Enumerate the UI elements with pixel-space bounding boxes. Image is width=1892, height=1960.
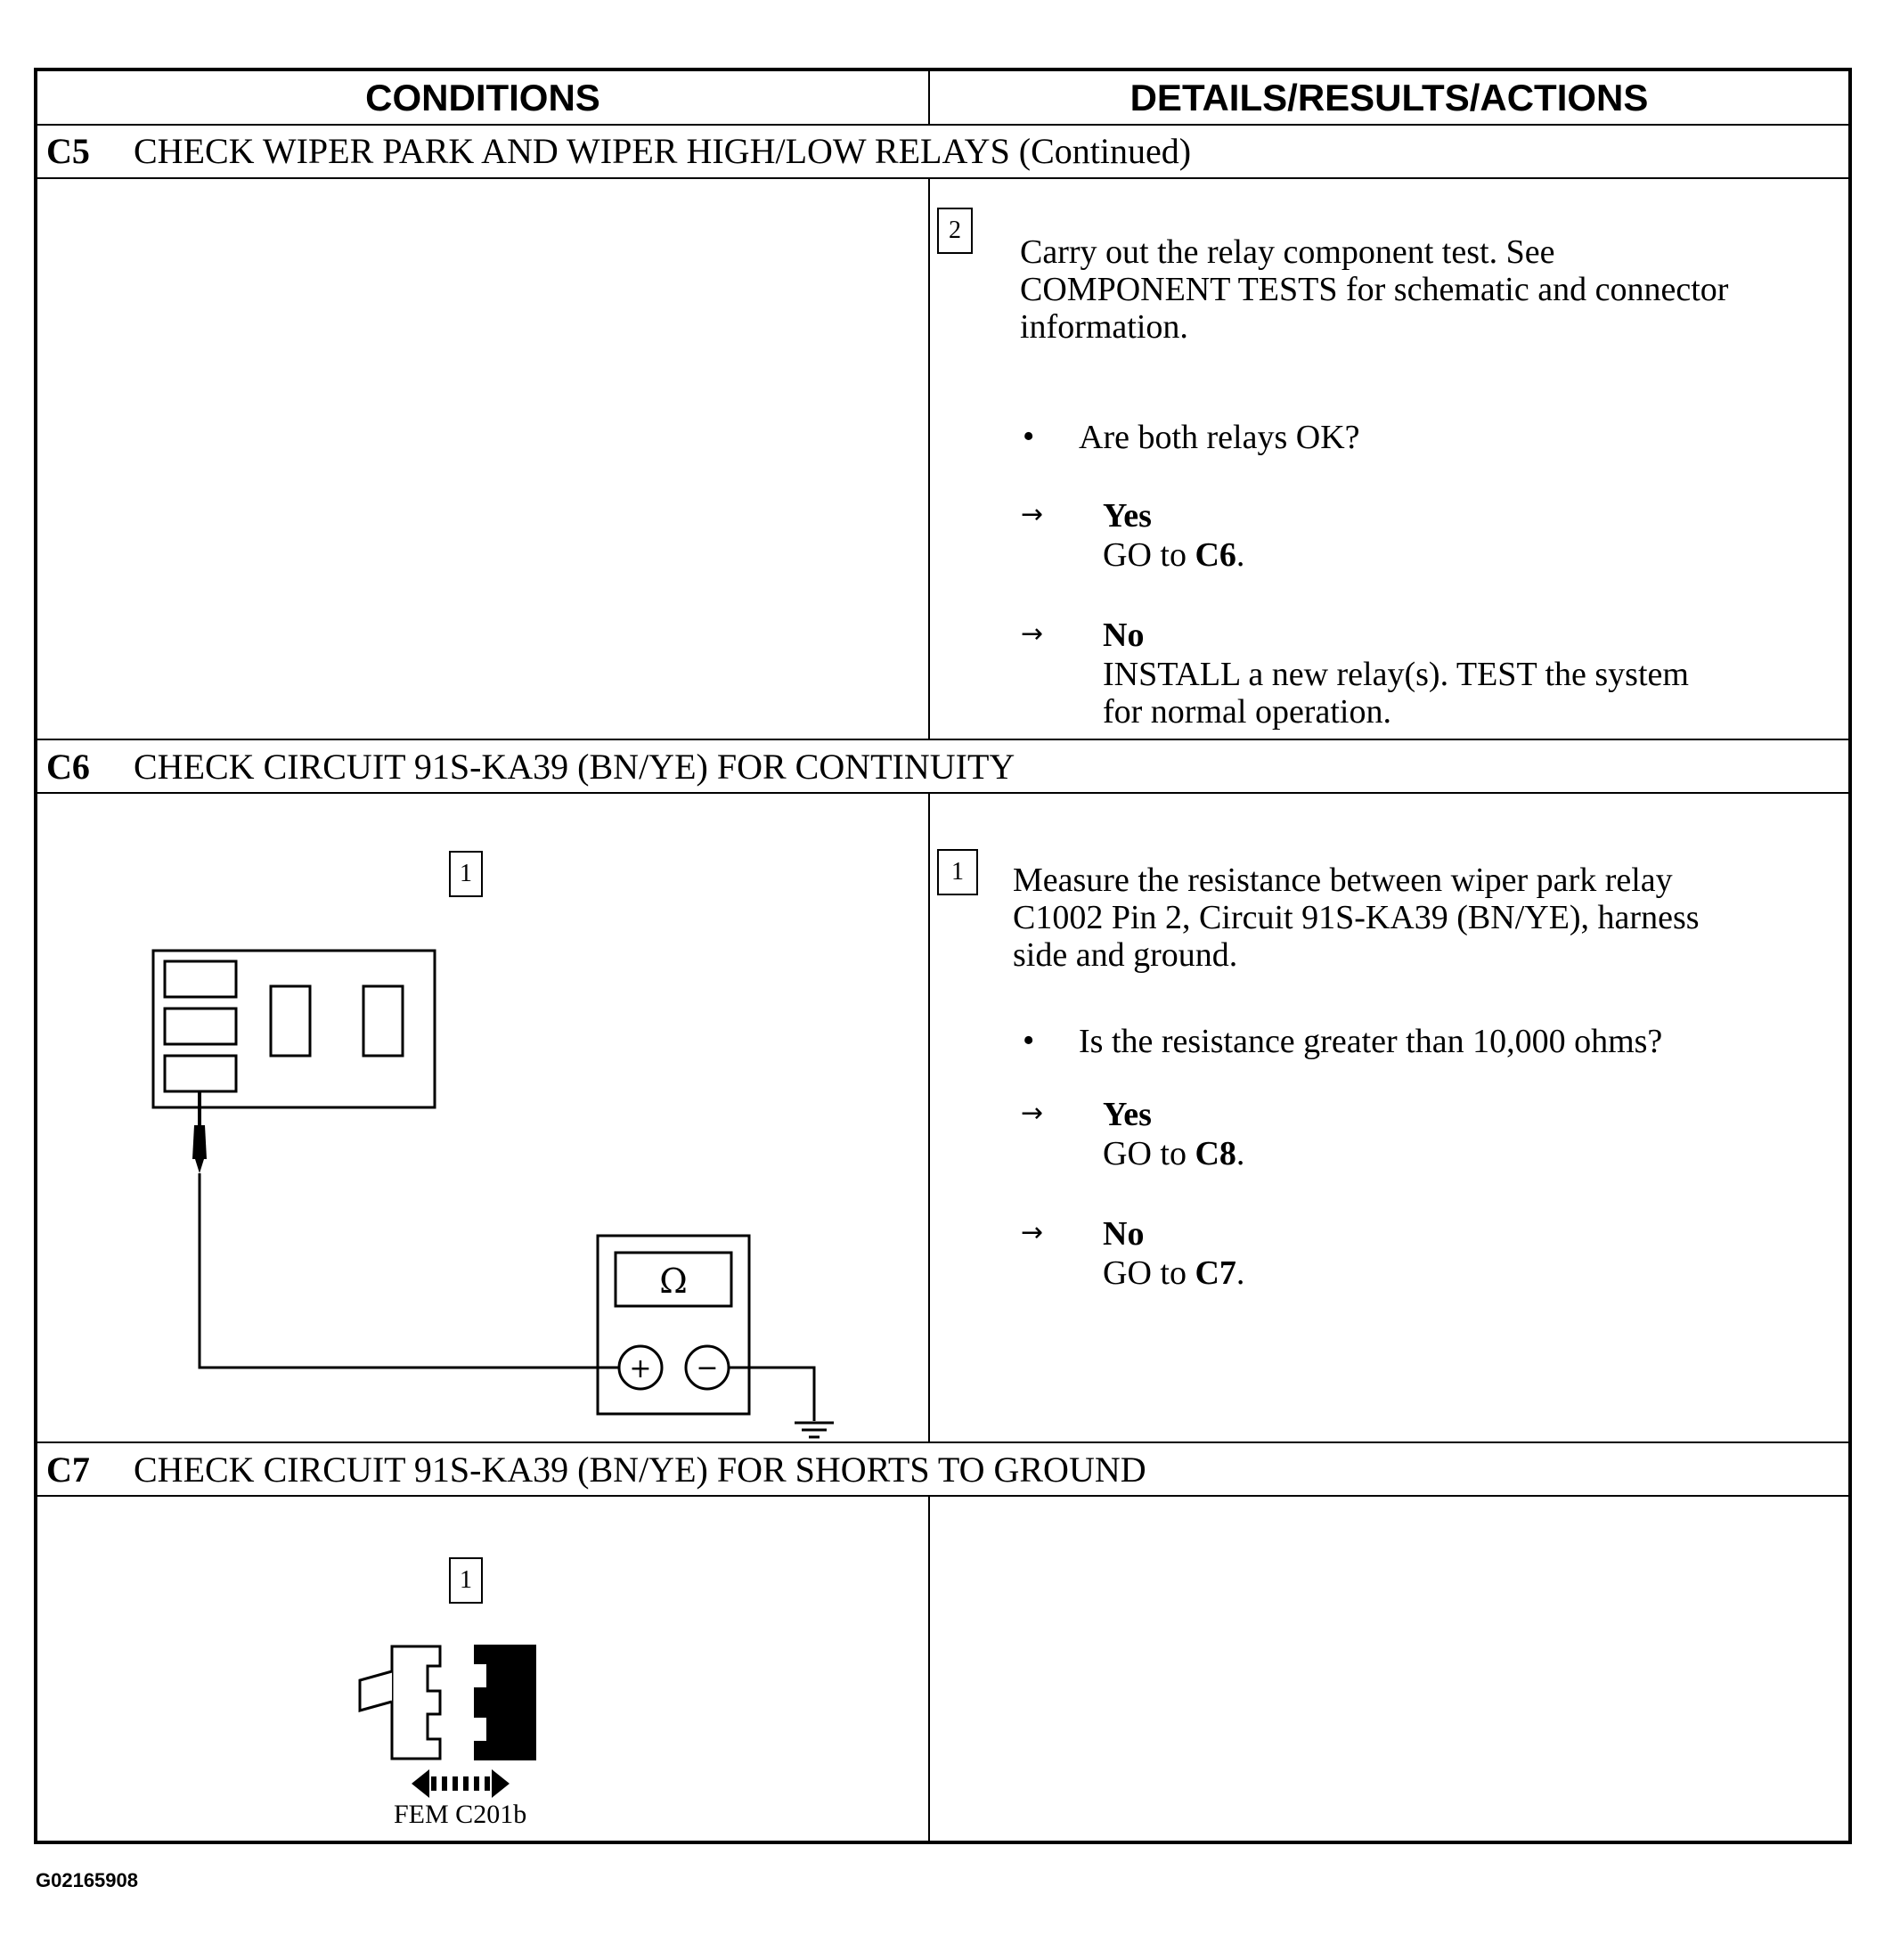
c5-yes-target: C6 <box>1195 536 1236 574</box>
right-arrow-icon: → <box>1021 1217 1044 1248</box>
step-c6-title-row <box>37 739 1848 794</box>
c6-no-prefix: GO to <box>1103 1254 1195 1292</box>
bullet-icon: • <box>1023 1022 1035 1059</box>
c5-yes-action <box>1103 536 1244 574</box>
step-c5-id: C5 <box>46 130 90 171</box>
c6-no-action <box>1103 1254 1244 1292</box>
c5-no-action-line: INSTALL a new relay(s). TEST the system <box>1103 656 1689 693</box>
c7-figure-step-box: 1 <box>449 1557 483 1604</box>
ohm-symbol: Ω <box>659 1262 688 1301</box>
ohmmeter-icon <box>598 1236 749 1414</box>
diagnostic-table <box>34 68 1852 1844</box>
conditions-header: CONDITIONS <box>365 76 600 118</box>
c5-no-label: No <box>1103 617 1145 654</box>
column-divider <box>928 177 930 740</box>
c6-yes-label: Yes <box>1103 1096 1152 1133</box>
step-c6-id: C6 <box>46 746 90 787</box>
right-arrow-icon: → <box>1021 499 1044 530</box>
right-arrow-icon: → <box>1021 618 1044 649</box>
column-divider <box>928 71 930 126</box>
c6-no-target: C7 <box>1195 1254 1236 1292</box>
minus-terminal: − <box>696 1352 719 1384</box>
column-divider <box>928 792 930 1443</box>
relay-box-icon <box>153 951 435 1107</box>
c5-no-action <box>1103 656 1689 731</box>
c6-yes-action <box>1103 1135 1244 1172</box>
c6-yes-target: C8 <box>1195 1135 1236 1172</box>
step-c7-title-row <box>37 1441 1848 1497</box>
c6-yes-prefix: GO to <box>1103 1135 1195 1172</box>
plus-terminal: + <box>629 1353 652 1384</box>
c6-figure-step-box: 1 <box>449 851 483 897</box>
c6-yes-suffix: . <box>1236 1135 1245 1172</box>
c5-step-number-box: 2 <box>937 208 973 254</box>
connector-diagram <box>37 1497 928 1844</box>
c5-yes-prefix: GO to <box>1103 536 1195 574</box>
step-c7-title: CHECK CIRCUIT 91S-KA39 (BN/YE) FOR SHORTS TO GROUND <box>134 1449 1146 1490</box>
c5-no-action-line: for normal operation. <box>1103 693 1391 731</box>
right-arrow-icon: → <box>1021 1098 1044 1129</box>
step-c5-title-row <box>37 124 1848 179</box>
c5-yes-suffix: . <box>1236 536 1245 574</box>
step-c6-title: CHECK CIRCUIT 91S-KA39 (BN/YE) FOR CONTINUITY <box>134 746 1015 787</box>
c6-step-number-box: 1 <box>937 849 978 895</box>
test-lead-wire <box>200 1173 630 1368</box>
c6-instruction-line: side and ground. <box>1013 936 1238 974</box>
c5-yes-label: Yes <box>1103 497 1152 535</box>
disconnect-arrow-icon <box>412 1769 510 1798</box>
column-divider <box>928 1495 930 1844</box>
connector-label: FEM C201b <box>394 1800 527 1829</box>
details-header: DETAILS/RESULTS/ACTIONS <box>1129 76 1649 118</box>
c5-instruction <box>1020 233 1728 346</box>
continuity-test-diagram <box>37 794 928 1442</box>
c6-instruction <box>1013 862 1700 974</box>
c6-no-label: No <box>1103 1215 1145 1253</box>
figure-id: G02165908 <box>36 1869 138 1891</box>
c5-instruction-line: COMPONENT TESTS for schematic and connector <box>1020 271 1729 308</box>
probe-icon <box>192 1091 207 1173</box>
ground-icon <box>795 1423 834 1437</box>
table-header <box>37 71 1848 126</box>
c5-instruction-line: Carry out the relay component test. See <box>1020 233 1555 271</box>
c5-question: Are both relays OK? <box>1079 419 1360 456</box>
c6-no-suffix: . <box>1236 1254 1245 1292</box>
connector-icon <box>360 1645 536 1760</box>
step-c7-id: C7 <box>46 1449 90 1490</box>
c6-instruction-line: Measure the resistance between wiper park relay <box>1013 862 1673 899</box>
step-c5-title: CHECK WIPER PARK AND WIPER HIGH/LOW RELAYS (Continued) <box>134 130 1192 171</box>
c6-instruction-line: C1002 Pin 2, Circuit 91S-KA39 (BN/YE), harness <box>1013 899 1700 936</box>
bullet-icon: • <box>1023 418 1035 455</box>
c5-instruction-line: information. <box>1020 308 1188 346</box>
c6-question: Is the resistance greater than 10,000 ohms? <box>1079 1023 1663 1060</box>
